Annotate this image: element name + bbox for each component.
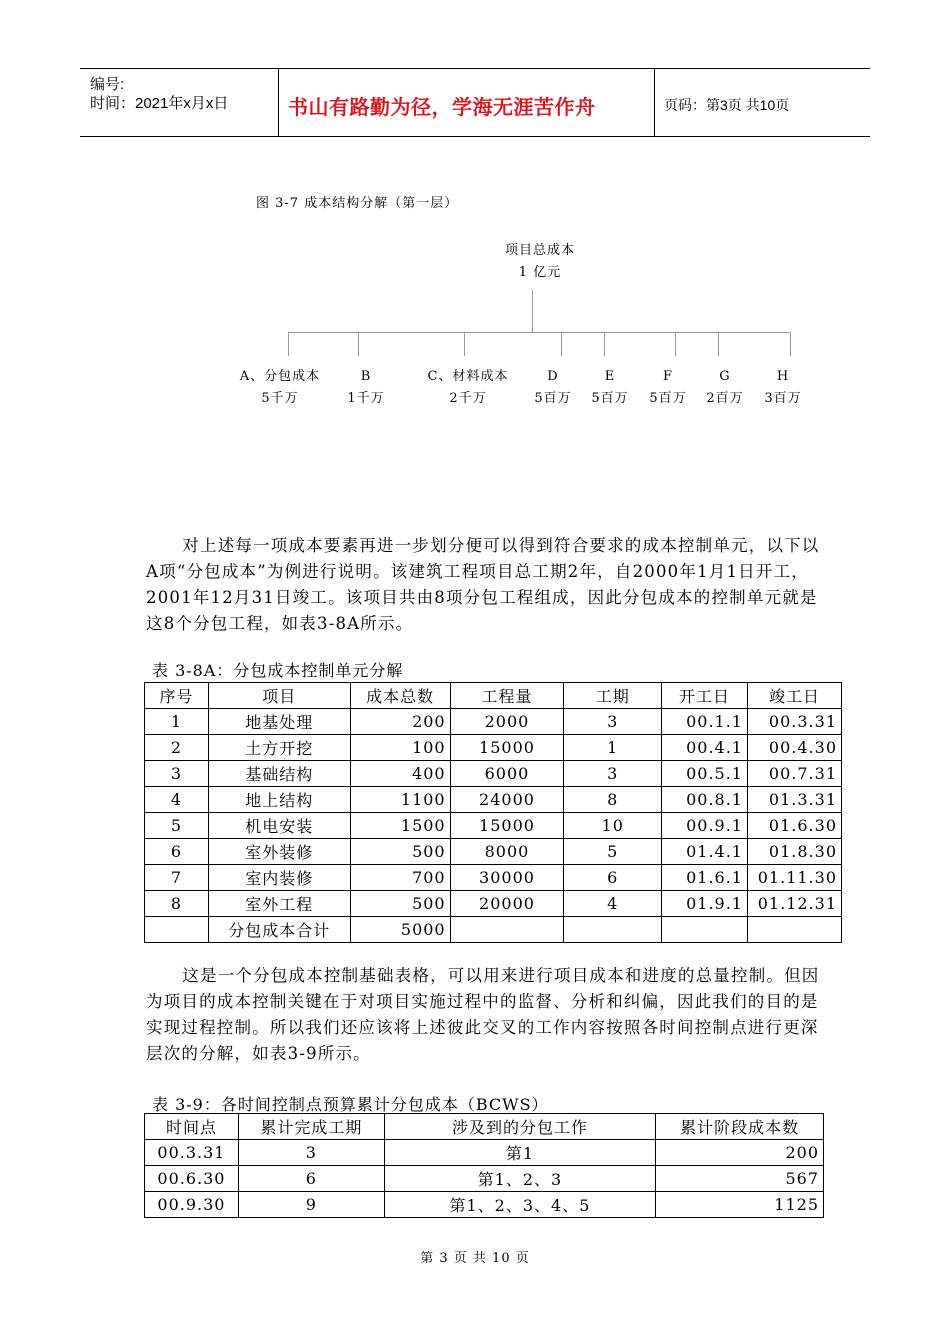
- tree-node-value: 2千万: [449, 391, 487, 406]
- table-cell: 01.11.30: [747, 865, 841, 891]
- table-cell: 2: [145, 735, 209, 761]
- paragraph: 对上述每一项成本要素再进一步划分便可以得到符合要求的成本控制单元，以下以A项“分包成本”为例进行说明。该建筑工程项目总工期2年，自2000年1月1日开工，2001年12月31日竣工。该项目共由8项分包工程组成，因此分包成本的控制单元就是这8个分包工程，如表3-8A所示。: [146, 536, 820, 633]
- tree-node: [416, 366, 520, 410]
- table-cell: [747, 917, 841, 943]
- header-top-rule: [80, 68, 870, 69]
- table-cell: 00.7.31: [747, 761, 841, 787]
- table-row: [145, 891, 842, 917]
- table-row: [145, 865, 842, 891]
- column-header: 涉及到的分包工作: [384, 1114, 655, 1140]
- tree-connector: [358, 332, 359, 356]
- table-cell: 4: [145, 787, 209, 813]
- column-header: 累计阶段成本数: [656, 1114, 824, 1140]
- column-header: 工期: [564, 683, 662, 709]
- header-number-label: 编号:: [90, 76, 125, 93]
- column-header: 累计完成工期: [238, 1114, 384, 1140]
- table-cell: 室外工程: [208, 891, 350, 917]
- table-cell: 20000: [450, 891, 564, 917]
- header-motto: 书山有路勤为径，学海无涯苦作舟: [288, 97, 596, 119]
- table-cell: 15000: [450, 813, 564, 839]
- tree-node-value: 1千万: [347, 391, 385, 406]
- tree-connector: [288, 332, 791, 333]
- header-divider: [278, 68, 279, 136]
- table-cell: [662, 917, 748, 943]
- tree-connector: [604, 332, 605, 356]
- table-cell: 基础结构: [208, 761, 350, 787]
- table-cell: 700: [350, 865, 450, 891]
- header-divider: [654, 68, 655, 136]
- table-cell: 100: [350, 735, 450, 761]
- table-cell: 01.6.30: [747, 813, 841, 839]
- column-header: 工程量: [450, 683, 564, 709]
- column-header: 序号: [145, 683, 209, 709]
- tree-node-label: G: [719, 369, 731, 384]
- table-cell: 机电安装: [208, 813, 350, 839]
- table-cell: 3: [564, 761, 662, 787]
- table-cell: 24000: [450, 787, 564, 813]
- page-footer: 第 3 页 共 10 页: [420, 1251, 530, 1266]
- table-cell: 00.5.1: [662, 761, 748, 787]
- column-header: 时间点: [145, 1114, 239, 1140]
- table-cell: 00.4.30: [747, 735, 841, 761]
- table-cell: 567: [656, 1166, 824, 1192]
- table-cell: 6000: [450, 761, 564, 787]
- tree-node: [338, 366, 394, 410]
- table-caption: 表 3-8A：分包成本控制单元分解: [152, 661, 404, 680]
- tree-root-value: 1 亿元: [518, 265, 562, 280]
- tree-root-label: 项目总成本: [504, 243, 575, 258]
- figure-caption: 图 3-7 成本结构分解（第一层）: [256, 196, 459, 211]
- table-row: [145, 1192, 824, 1218]
- table-cell: 01.3.31: [747, 787, 841, 813]
- table-cell: 地上结构: [208, 787, 350, 813]
- table-cell: [564, 917, 662, 943]
- table-cell: 第1: [384, 1140, 655, 1166]
- table-cell: 15000: [450, 735, 564, 761]
- tree-node-value: 5百万: [649, 391, 687, 406]
- table-cell: 7: [145, 865, 209, 891]
- table-row: [145, 761, 842, 787]
- tree-node-label: B: [360, 369, 372, 384]
- tree-node-value: 5百万: [534, 391, 572, 406]
- cost-unit-table: [144, 682, 842, 943]
- paragraph: 这是一个分包成本控制基础表格，可以用来进行项目成本和进度的总量控制。但因为项目的成本控制关键在于对项目实施过程中的监督、分析和纠偏，因此我们的目的是实现过程控制。所以我们还应该将上述彼此交叉的工作内容按照各时间控制点进行更深层次的分解，如表3-9所示。: [146, 966, 820, 1063]
- table-cell: 第1、2、3、4、5: [384, 1192, 655, 1218]
- table-total-row: [145, 917, 842, 943]
- table-cell: 3: [564, 709, 662, 735]
- table-cell: 9: [238, 1192, 384, 1218]
- tree-connector: [675, 332, 676, 356]
- table-cell: 500: [350, 839, 450, 865]
- table-cell: 1125: [656, 1192, 824, 1218]
- table-cell: 00.3.31: [145, 1140, 239, 1166]
- table-cell: 01.9.1: [662, 891, 748, 917]
- tree-node-label: E: [604, 369, 616, 384]
- column-header: 项目: [208, 683, 350, 709]
- table-cell: 4: [564, 891, 662, 917]
- tree-connector: [790, 332, 791, 356]
- table-row: [145, 1140, 824, 1166]
- table-total-label: 分包成本合计: [208, 917, 350, 943]
- table-cell: 3: [145, 761, 209, 787]
- table-cell: 10: [564, 813, 662, 839]
- table-cell: [450, 917, 564, 943]
- tree-node: [756, 366, 810, 410]
- table-cell: 00.4.1: [662, 735, 748, 761]
- tree-connector: [718, 332, 719, 356]
- tree-node-label: A、分包成本: [239, 369, 321, 384]
- tree-node-label: C、材料成本: [427, 369, 509, 384]
- table-cell: 5: [564, 839, 662, 865]
- table-cell: 01.8.30: [747, 839, 841, 865]
- table-cell: 01.12.31: [747, 891, 841, 917]
- tree-root: [480, 240, 600, 284]
- table-cell: 200: [656, 1140, 824, 1166]
- table-cell: 土方开挖: [208, 735, 350, 761]
- table-cell: 30000: [450, 865, 564, 891]
- table-cell: 1500: [350, 813, 450, 839]
- table-cell: 400: [350, 761, 450, 787]
- table-cell: 8: [564, 787, 662, 813]
- table-cell: 00.3.31: [747, 709, 841, 735]
- tree-node-label: F: [662, 369, 674, 384]
- header-page-info: 页码：第3页 共10页: [664, 97, 790, 113]
- table-cell: 室外装修: [208, 839, 350, 865]
- table-cell: 8000: [450, 839, 564, 865]
- table-cell: [145, 917, 209, 943]
- tree-connector: [532, 290, 533, 332]
- table-cell: 00.1.1: [662, 709, 748, 735]
- table-row: [145, 1166, 824, 1192]
- table-cell: 1: [145, 709, 209, 735]
- table-row: [145, 709, 842, 735]
- table-cell: 第1、2、3: [384, 1166, 655, 1192]
- tree-node: [526, 366, 580, 410]
- header-time: 时间：2021年x月x日: [90, 95, 229, 112]
- table-cell: 00.6.30: [145, 1166, 239, 1192]
- tree-node-label: H: [776, 369, 790, 384]
- table-row: [145, 735, 842, 761]
- table-cell: 6: [564, 865, 662, 891]
- tree-node-label: D: [547, 369, 559, 384]
- column-header: 竣工日: [747, 683, 841, 709]
- column-header: 成本总数: [350, 683, 450, 709]
- tree-node-value: 5百万: [591, 391, 629, 406]
- table-cell: 8: [145, 891, 209, 917]
- bcws-table: [144, 1113, 824, 1218]
- table-row: [145, 813, 842, 839]
- tree-node-value: 2百万: [706, 391, 744, 406]
- table-caption: 表 3-9：各时间控制点预算累计分包成本（BCWS）: [152, 1095, 549, 1114]
- tree-node: [228, 366, 332, 410]
- table-cell: 500: [350, 891, 450, 917]
- table-cell: 3: [238, 1140, 384, 1166]
- tree-connector: [464, 332, 465, 356]
- tree-node: [698, 366, 752, 410]
- table-cell: 5: [145, 813, 209, 839]
- table-header-row: [145, 683, 842, 709]
- tree-node-value: 5千万: [261, 391, 299, 406]
- tree-node: [641, 366, 695, 410]
- table-total-value: 5000: [350, 917, 450, 943]
- table-cell: 00.9.30: [145, 1192, 239, 1218]
- table-cell: 00.9.1: [662, 813, 748, 839]
- table-cell: 00.8.1: [662, 787, 748, 813]
- table-row: [145, 839, 842, 865]
- table-row: [145, 787, 842, 813]
- table-cell: 室内装修: [208, 865, 350, 891]
- table-cell: 200: [350, 709, 450, 735]
- table-cell: 2000: [450, 709, 564, 735]
- table-cell: 01.4.1: [662, 839, 748, 865]
- tree-connector: [561, 332, 562, 356]
- tree-connector: [288, 332, 289, 356]
- table-header-row: [145, 1114, 824, 1140]
- table-cell: 1: [564, 735, 662, 761]
- table-cell: 地基处理: [208, 709, 350, 735]
- column-header: 开工日: [662, 683, 748, 709]
- table-cell: 6: [238, 1166, 384, 1192]
- tree-node-value: 3百万: [764, 391, 802, 406]
- table-cell: 01.6.1: [662, 865, 748, 891]
- header-bottom-rule: [80, 136, 870, 137]
- table-cell: 1100: [350, 787, 450, 813]
- tree-node: [583, 366, 637, 410]
- table-cell: 6: [145, 839, 209, 865]
